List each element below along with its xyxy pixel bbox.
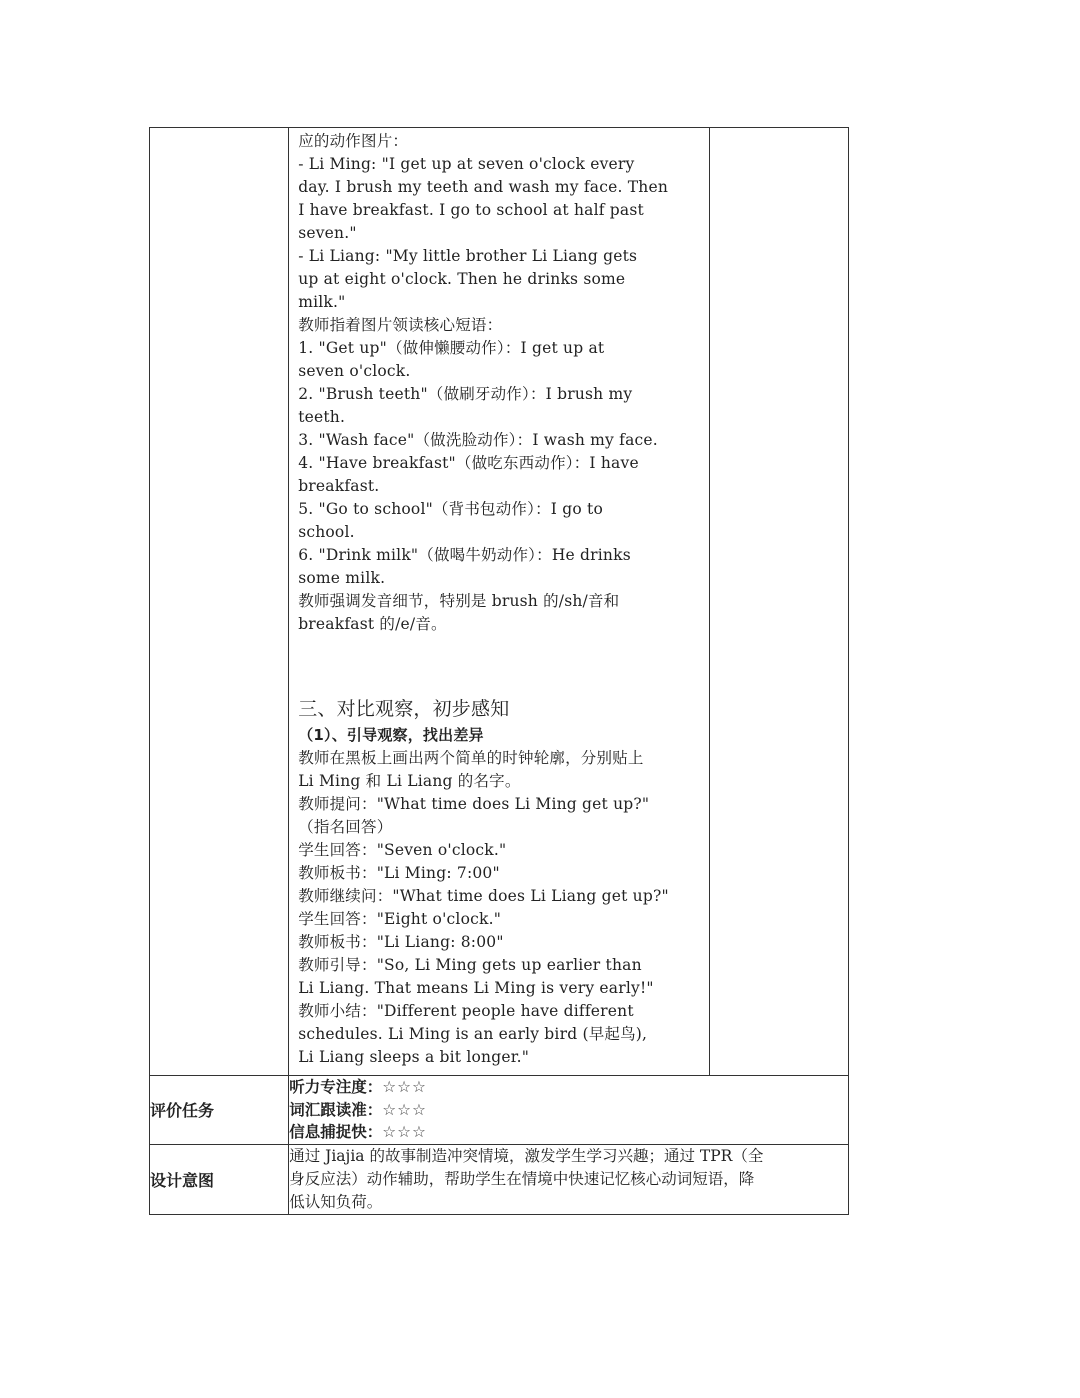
star-rating: ☆☆☆ — [382, 1100, 427, 1119]
text-line: school. — [298, 523, 355, 541]
text-line: teeth. — [298, 408, 346, 426]
text-line: up at eight o'clock. Then he drinks some — [298, 270, 626, 288]
text-line: 教师板书："Li Liang: 8:00" — [298, 933, 504, 951]
activity-right-cell — [709, 128, 848, 1076]
text-line: 通过 Jiajia 的故事制造冲突情境，激发学生学习兴趣；通过 TPR（全 — [289, 1146, 764, 1165]
design-intent-text — [289, 1144, 849, 1214]
section3-heading: 三、对比观察，初步感知 — [298, 698, 510, 720]
activity-content-cell — [289, 128, 710, 1076]
text-line: Li Ming 和 Li Liang 的名字。 — [298, 772, 521, 790]
comparison-steps — [298, 747, 703, 1069]
text-line: 教师在黑板上画出两个简单的时钟轮廓，分别贴上 — [298, 749, 644, 767]
evaluation-item: 词汇跟读准：☆☆☆ — [289, 1100, 427, 1119]
text-line: （指名回答） — [298, 818, 393, 836]
evaluation-row — [150, 1076, 849, 1145]
text-line: 4. "Have breakfast"（做吃东西动作）：I have — [298, 454, 639, 472]
star-rating: ☆☆☆ — [382, 1123, 427, 1141]
activity-row — [150, 128, 849, 1076]
text-line: 教师板书："Li Ming: 7:00" — [298, 864, 500, 882]
design-intent-label: 设计意图 — [150, 1144, 289, 1214]
text-line: 应的动作图片： — [298, 132, 409, 150]
text-line: 身反应法）动作辅助，帮助学生在情境中快速记忆核心动词短语，降 — [289, 1169, 755, 1188]
text-line: 6. "Drink milk"（做喝牛奶动作）：He drinks — [298, 546, 631, 564]
subsection1-heading: （1）、引导观察，找出差异 — [298, 726, 484, 744]
text-line: Li Liang sleeps a bit longer." — [298, 1048, 530, 1066]
evaluation-item: 信息捕捉快：☆☆☆ — [289, 1123, 427, 1141]
text-line: breakfast 的/e/音。 — [298, 615, 447, 633]
text-line: - Li Ming: "I get up at seven o'clock every — [298, 155, 635, 173]
text-line: day. I brush my teeth and wash my face. Then — [298, 178, 669, 196]
text-line: 5. "Go to school"（背书包动作）：I go to — [298, 500, 603, 518]
text-line: 学生回答："Seven o'clock." — [298, 841, 507, 859]
evaluation-label: 评价任务 — [150, 1076, 289, 1145]
activity-left-cell — [150, 128, 289, 1076]
text-line: 教师继续问："What time does Li Liang get up?" — [298, 887, 669, 905]
text-line: 3. "Wash face"（做洗脸动作）：I wash my face. — [298, 431, 658, 449]
text-line: seven." — [298, 224, 357, 242]
text-line: 教师提问："What time does Li Ming get up?" — [298, 795, 650, 813]
dialogue-and-phrases — [298, 130, 703, 636]
text-line: 教师强调发音细节，特别是 brush 的/sh/音和 — [298, 592, 620, 610]
text-line: 教师小结："Different people have different — [298, 1002, 634, 1020]
text-line: 1. "Get up"（做伸懒腰动作）：I get up at — [298, 339, 605, 357]
text-line: 教师指着图片领读核心短语： — [298, 316, 503, 334]
text-line: - Li Liang: "My little brother Li Liang gets — [298, 247, 638, 265]
text-line: seven o'clock. — [298, 362, 411, 380]
text-line: milk." — [298, 293, 346, 311]
text-line: 低认知负荷。 — [289, 1192, 383, 1211]
text-line: schedules. Li Ming is an early bird (早起鸟), — [298, 1025, 648, 1043]
star-rating: ☆☆☆ — [382, 1078, 427, 1096]
text-line: breakfast. — [298, 477, 380, 495]
text-line: 学生回答："Eight o'clock." — [298, 910, 502, 928]
text-line: some milk. — [298, 569, 386, 587]
evaluation-items — [289, 1076, 849, 1145]
design-intent-row — [150, 1144, 849, 1214]
text-line: I have breakfast. I go to school at half past — [298, 201, 644, 219]
evaluation-item: 听力专注度：☆☆☆ — [289, 1078, 427, 1096]
text-line: 2. "Brush teeth"（做刷牙动作）：I brush my — [298, 385, 633, 403]
text-line: 教师引导："So, Li Ming gets up earlier than — [298, 956, 642, 974]
lesson-plan-table — [149, 127, 849, 1215]
text-line: Li Liang. That means Li Ming is very early!" — [298, 979, 654, 997]
